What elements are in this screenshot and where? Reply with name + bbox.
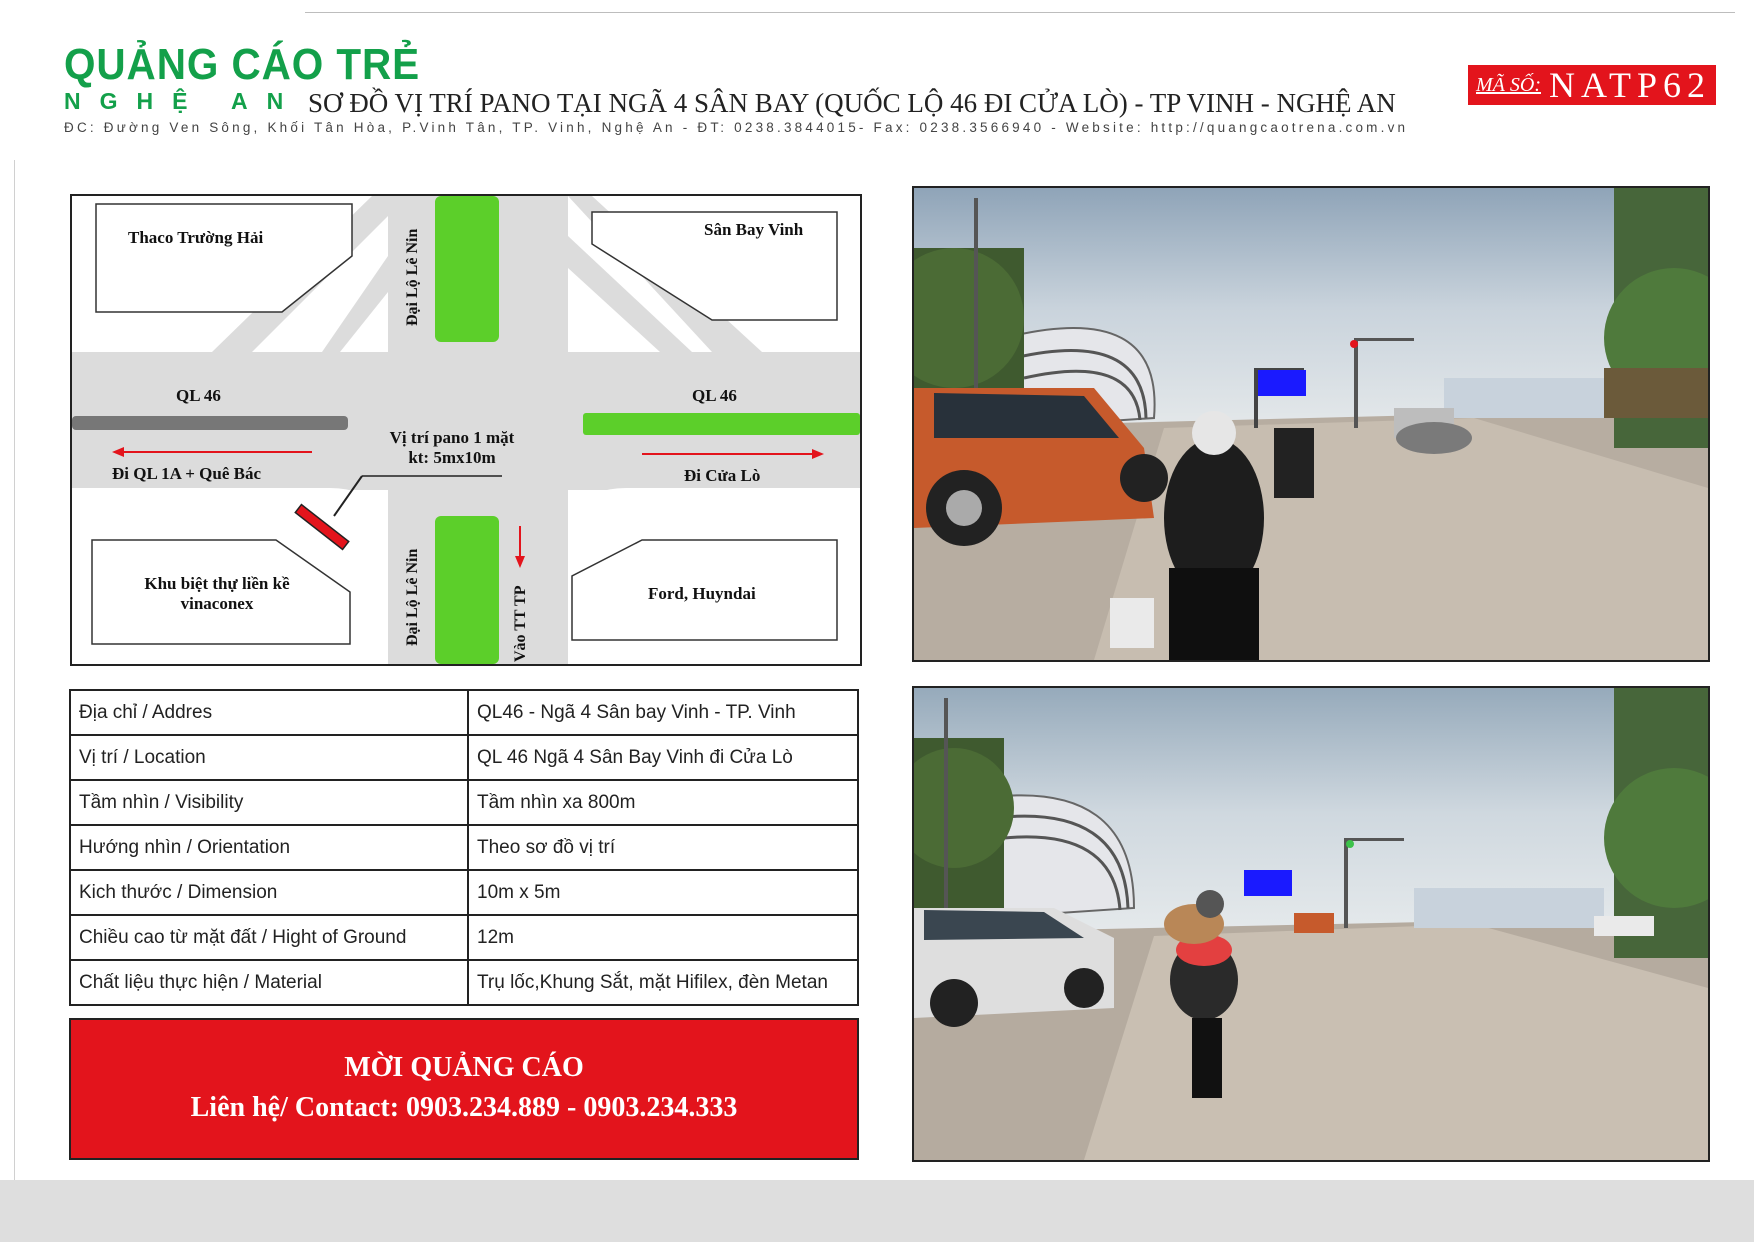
- label-ql46-right: QL 46: [692, 386, 737, 405]
- label-dir-right: Đi Cửa Lò: [684, 466, 761, 485]
- row-label: Tầm nhìn / Visibility: [70, 780, 468, 825]
- label-airport: Sân Bay Vinh: [704, 220, 804, 239]
- row-value: QL 46 Ngã 4 Sân Bay Vinh đi Cửa Lò: [468, 735, 858, 780]
- label-ford: Ford, Huyndai: [648, 584, 756, 603]
- row-value: 10m x 5m: [468, 870, 858, 915]
- company-address: ĐC: Đường Ven Sông, Khối Tân Hòa, P.Vinh Tân, TP. Vinh, Nghệ An - ĐT: 0238.3844015- Fax: 0238.3566940 - Website: http://quangcaotrena.com.vn: [64, 120, 1409, 135]
- label-villas: [112, 574, 322, 614]
- label-villas-line2: vinaconex: [180, 594, 254, 613]
- page-title: SƠ ĐỒ VỊ TRÍ PANO TẠI NGÃ 4 SÂN BAY (QUỐC LỘ 46 ĐI CỬA LÒ) - TP VINH - NGHỆ AN: [308, 88, 1396, 118]
- code-value: NATP62: [1548, 65, 1712, 105]
- label-pano: [362, 428, 542, 468]
- median-top: [435, 196, 499, 342]
- row-value: Theo sơ đồ vị trí: [468, 825, 858, 870]
- left-divider: [14, 160, 15, 1180]
- row-label: Chất liệu thực hiện / Material: [70, 960, 468, 1005]
- row-value: QL46 - Ngã 4 Sân bay Vinh - TP. Vinh: [468, 690, 858, 735]
- cta-title: MỜI QUẢNG CÁO: [344, 1052, 584, 1083]
- table-row: [70, 960, 858, 1005]
- billboard-marker-1: [1258, 370, 1306, 396]
- label-pano-line1: Vị trí pano 1 mặt: [389, 428, 515, 447]
- location-map: [70, 194, 862, 666]
- median-left: [72, 416, 348, 430]
- label-villas-line1: Khu biệt thự liền kề: [144, 574, 290, 593]
- table-row: [70, 825, 858, 870]
- code-label: MÃ SỐ:: [1476, 73, 1541, 96]
- cta-banner: [69, 1018, 859, 1160]
- photo-1-scene: [914, 188, 1708, 660]
- logo-main: QUẢNG CÁO TRẺ: [64, 40, 421, 89]
- median-right: [583, 413, 860, 435]
- label-to-center: Vào TT TP: [512, 585, 529, 662]
- row-label: Địa chỉ / Addres: [70, 690, 468, 735]
- row-value: Trụ lốc,Khung Sắt, mặt Hifilex, đèn Metan: [468, 960, 858, 1005]
- row-value: 12m: [468, 915, 858, 960]
- label-dir-left: Đi QL 1A + Quê Bác: [112, 464, 262, 483]
- table-row: [70, 735, 858, 780]
- label-ql46-left: QL 46: [176, 386, 221, 405]
- table-row: [70, 915, 858, 960]
- table-row: [70, 870, 858, 915]
- label-thaco: Thaco Trường Hải: [128, 228, 264, 247]
- billboard-marker-2: [1244, 870, 1292, 896]
- bottom-band: [0, 1180, 1754, 1242]
- row-label: Chiều cao từ mặt đất / Hight of Ground: [70, 915, 468, 960]
- street-photo-1: [912, 186, 1710, 662]
- photo-2-scene: [914, 688, 1708, 1160]
- label-road-bottom: Đại Lộ Lê Nin: [404, 548, 421, 646]
- label-pano-line2: kt: 5mx10m: [408, 448, 496, 467]
- row-label: Hướng nhìn / Orientation: [70, 825, 468, 870]
- code-badge: [1468, 65, 1716, 105]
- table-row: [70, 780, 858, 825]
- row-label: Kich thước / Dimension: [70, 870, 468, 915]
- row-label: Vị trí / Location: [70, 735, 468, 780]
- top-divider: [305, 12, 1735, 13]
- street-photo-2: [912, 686, 1710, 1162]
- row-value: Tầm nhìn xa 800m: [468, 780, 858, 825]
- cta-contact: Liên hệ/ Contact: 0903.234.889 - 0903.234.333: [190, 1092, 738, 1123]
- block-thaco: [96, 204, 352, 312]
- label-road-top: Đại Lộ Lê Nin: [404, 228, 421, 326]
- table-row: [70, 690, 858, 735]
- median-bottom: [435, 516, 499, 664]
- info-table: [69, 689, 859, 1006]
- logo-sub: NGHỆ AN: [64, 88, 303, 114]
